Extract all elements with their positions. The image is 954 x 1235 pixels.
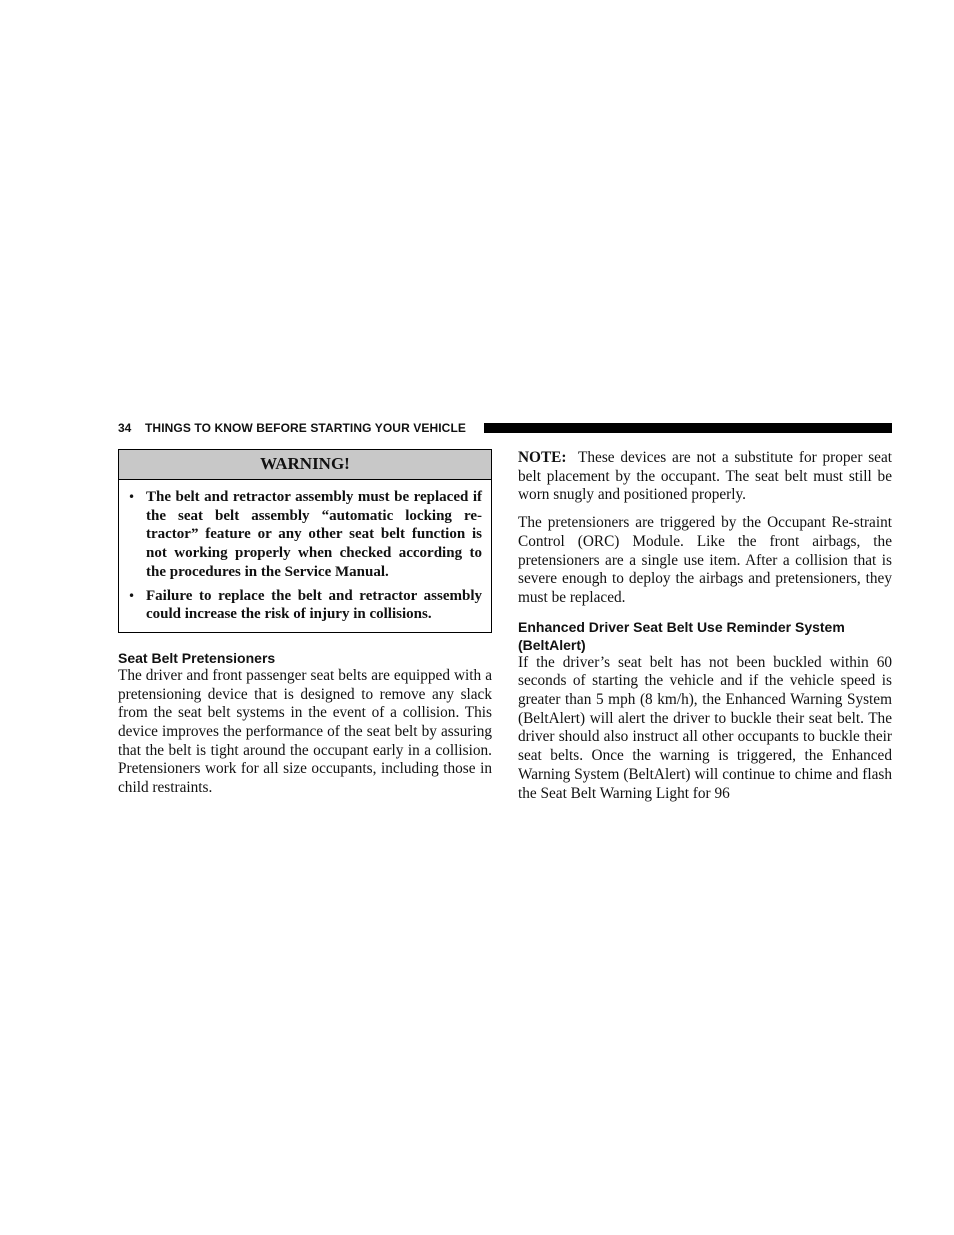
page-header [118, 420, 892, 436]
warning-item-text: Failure to replace the belt and retractor assembly could increase the risk of injury in collisions. [146, 587, 482, 623]
warning-list [119, 480, 491, 632]
warning-item [128, 587, 482, 624]
note-label: NOTE: [518, 449, 567, 466]
warning-box [118, 449, 492, 633]
warning-title: WARNING! [119, 450, 491, 480]
bullet-icon: • [128, 490, 136, 504]
bullet-icon: • [128, 588, 136, 603]
pretensioners-paragraph: The driver and front passenger seat belts are equipped with a pretensioning device that is designed to remove any slack from the seat belt systems in the event of a collision. This device improves the performance of the seat belt by assuring that the belt is tight around the occupant early in a collision. Pretensioners work for all size occupants, including those in child restraints. [118, 666, 492, 797]
orc-paragraph: The pretensioners are triggered by the Occupant Re-straint Control (ORC) Module. Like the front airbags, the pretensioners are a single use item. After a collision that is severe enough to deploy the airbags and pretensioners, they must be replaced. [518, 514, 892, 606]
pretensioners-heading: Seat Belt Pretensioners [118, 649, 276, 666]
section-title: THINGS TO KNOW BEFORE STARTING YOUR VEHICLE [145, 421, 466, 435]
right-column [518, 449, 892, 803]
warning-item-text: The belt and retractor assembly must be replaced if the seat belt assembly “automatic locking re-tractor” feature or any other seat belt function is not working properly when checked according to the procedures in the Service Manual. [146, 489, 482, 580]
left-column [118, 449, 492, 798]
header-rule [484, 423, 892, 433]
note-text: These devices are not a substitute for proper seat belt placement by the occupant. The seat belt must still be worn snugly and positioned properly. [518, 449, 892, 504]
beltalert-heading: Enhanced Driver Seat Belt Use Reminder System (BeltAlert) [518, 618, 845, 653]
beltalert-paragraph: If the driver’s seat belt has not been buckled within 60 seconds of starting the vehicle and if the vehicle speed is greater than 5 mph (8 km/h), the Enhanced Warning System (BeltAlert) will alert the driver to buckle their seat belt. The driver should also instruct all other occupants to buckle their seat belts. Once the warning is triggered, the Enhanced Warning System (BeltAlert) will continue to chime and flash the Seat Belt Warning Light for 96 [518, 653, 892, 802]
warning-item [128, 488, 482, 582]
note-paragraph [518, 449, 892, 505]
page-number: 34 [118, 421, 132, 435]
